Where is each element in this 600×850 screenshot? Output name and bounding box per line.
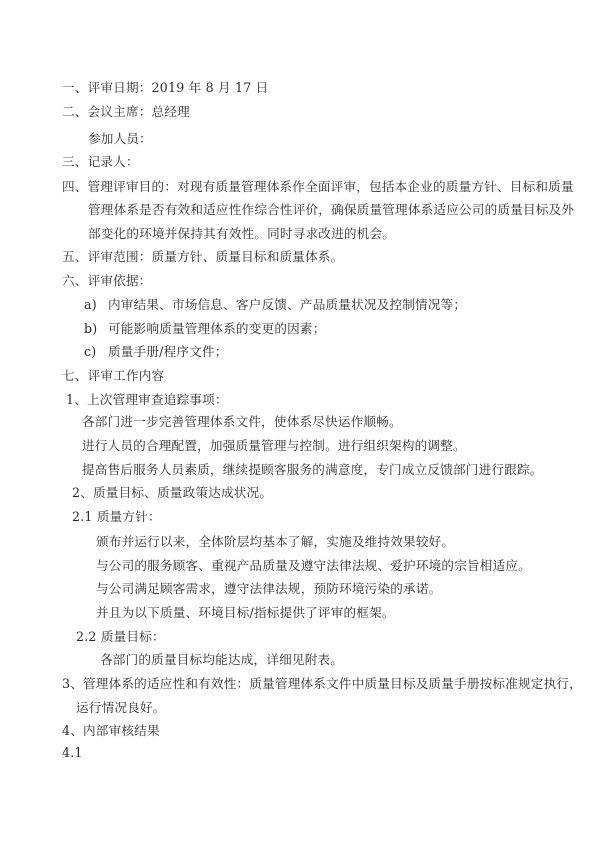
line-text: 部变化的环境并保持其有效性。同时寻求改进的机会。	[88, 226, 396, 241]
line-text: 各部门的质量目标均能达成，详细见附表。	[100, 652, 344, 667]
line-text: 参加人员：	[88, 131, 152, 146]
text-line	[100, 652, 343, 668]
text-line	[88, 131, 152, 147]
line-text: 四、管理评审目的：对现有质量管理体系作全面评审，包括本企业的质量方针、目标和质量	[62, 179, 574, 194]
line-text: 质量手册/程序文件；	[108, 344, 228, 359]
text-line	[82, 414, 402, 430]
line-text: 3、管理体系的适应性和有效性：质量管理体系文件中质量目标及质量手册按标准规定执行，	[62, 676, 582, 691]
text-line	[96, 605, 395, 621]
text-line	[62, 273, 152, 289]
text-line	[62, 676, 582, 692]
line-text: 运行情况良好。	[76, 700, 166, 715]
text-line	[62, 104, 190, 120]
text-line	[62, 249, 343, 265]
line-text: 一、评审日期：2019 年 8 月 17 日	[62, 80, 269, 95]
text-line	[62, 368, 164, 384]
list-item	[84, 297, 466, 313]
line-text: 2.1 质量方针：	[72, 509, 161, 524]
line-text: 五、评审范围：质量方针、质量目标和质量体系。	[62, 249, 344, 264]
text-line	[96, 534, 454, 550]
line-text: 管理体系是否有效和适应性作综合性评价，确保质量管理体系适应公司的质量目标及外	[88, 202, 575, 217]
text-line	[96, 558, 531, 574]
list-marker: c)	[84, 344, 97, 359]
text-line	[96, 581, 441, 597]
text-line	[72, 509, 161, 525]
text-line	[62, 80, 268, 96]
list-marker: b)	[84, 321, 98, 336]
text-line	[66, 392, 228, 408]
text-line	[62, 154, 139, 170]
text-line	[62, 723, 160, 739]
text-line	[82, 462, 543, 478]
text-line	[72, 485, 272, 501]
text-line	[62, 179, 574, 195]
text-line	[88, 202, 574, 218]
line-text: 2.2 质量目标：	[76, 629, 165, 644]
line-text: 六、评审依据：	[62, 273, 152, 288]
line-text: 4、内部审核结果	[62, 723, 160, 738]
text-line	[76, 629, 165, 645]
line-text: 与公司满足顾客需求，遵守法律法规，预防环境污染的承诺。	[96, 581, 442, 596]
line-text: 七、评审工作内容	[62, 368, 165, 383]
text-line	[62, 745, 83, 761]
text-line	[82, 438, 466, 454]
text-line	[76, 700, 166, 716]
text-line	[88, 226, 395, 242]
line-text: 并且为以下质量、环境目标/指标提供了评审的框架。	[96, 605, 395, 620]
list-item	[84, 344, 228, 360]
line-text: 内审结果、市场信息、客户反馈、产品质量状况及控制情况等；	[108, 297, 467, 312]
line-text: 三、记录人：	[62, 154, 139, 169]
line-text: 1、上次管理审查追踪事项：	[66, 392, 228, 407]
line-text: 4.1	[62, 745, 83, 760]
line-text: 与公司的服务顾客、重视产品质量及遵守法律法规、爱护环境的宗旨相适应。	[96, 558, 531, 573]
line-text: 可能影响质量管理体系的变更的因素；	[108, 321, 326, 336]
line-text: 二、会议主席：总经理	[62, 104, 190, 119]
line-text: 提高售后服务人员素质，继续提顾客服务的满意度，专门成立反馈部门进行跟踪。	[82, 462, 543, 477]
line-text: 颁布并运行以来，全体阶层均基本了解，实施及维持效果较好。	[96, 534, 455, 549]
line-text: 各部门进一步完善管理体系文件，使体系尽快运作顺畅。	[82, 414, 402, 429]
line-text: 进行人员的合理配置，加强质量管理与控制。进行组织架构的调整。	[82, 438, 466, 453]
list-item	[84, 321, 326, 337]
line-text: 2、质量目标、质量政策达成状况。	[72, 485, 273, 500]
list-marker: a)	[84, 297, 97, 312]
